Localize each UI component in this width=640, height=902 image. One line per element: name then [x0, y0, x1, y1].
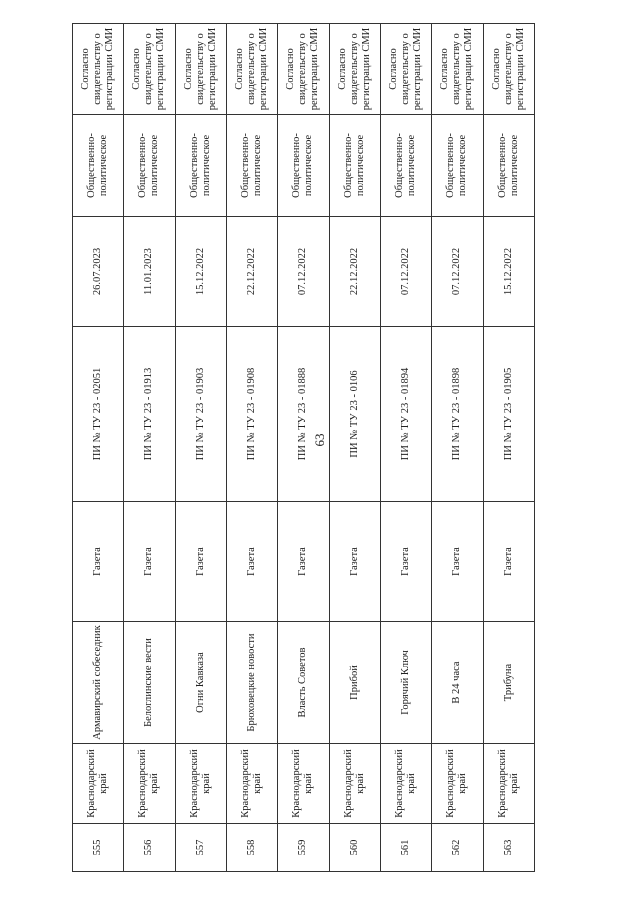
table-row [329, 24, 380, 872]
note-cell: Согласно свидетельству о регистрации СМИ [380, 24, 431, 115]
registration-date-cell: 07.12.2022 [432, 217, 483, 327]
specialization-cell: Общественно-политическое [73, 115, 124, 217]
media-title-cell: Власть Советов [278, 622, 329, 744]
media-title-cell: Армавирский собеседник [73, 622, 124, 744]
row-number: 558 [226, 824, 277, 872]
note-cell: Согласно свидетельству о регистрации СМИ [226, 24, 277, 115]
registration-number-cell: ПИ № ТУ 23 - 0106 [329, 327, 380, 502]
media-type-cell: Газета [329, 502, 380, 622]
media-title-cell: Белоглинские вести [124, 622, 175, 744]
media-title-cell: Горячий Ключ [380, 622, 431, 744]
region-cell: Краснодарский край [483, 744, 534, 824]
registration-date-cell: 22.12.2022 [226, 217, 277, 327]
region-cell: Краснодарский край [329, 744, 380, 824]
table-row [73, 24, 124, 872]
note-cell: Согласно свидетельству о регистрации СМИ [124, 24, 175, 115]
note-cell: Согласно свидетельству о регистрации СМИ [483, 24, 534, 115]
rotated-table-container [72, 24, 535, 872]
registration-number-cell: ПИ № ТУ 23 - 01888 [278, 327, 329, 502]
note-cell: Согласно свидетельству о регистрации СМИ [329, 24, 380, 115]
registration-number-cell: ПИ № ТУ 23 - 01903 [175, 327, 226, 502]
registration-date-cell: 07.12.2022 [278, 217, 329, 327]
registration-date-cell: 26.07.2023 [73, 217, 124, 327]
region-cell: Краснодарский край [380, 744, 431, 824]
table-row [124, 24, 175, 872]
specialization-cell: Общественно-политическое [329, 115, 380, 217]
specialization-cell: Общественно-политическое [432, 115, 483, 217]
row-number: 559 [278, 824, 329, 872]
table-row [432, 24, 483, 872]
note-cell: Согласно свидетельству о регистрации СМИ [278, 24, 329, 115]
media-type-cell: Газета [124, 502, 175, 622]
registration-date-cell: 11.01.2023 [124, 217, 175, 327]
registration-date-cell: 07.12.2022 [380, 217, 431, 327]
media-type-cell: Газета [380, 502, 431, 622]
row-number: 563 [483, 824, 534, 872]
table-row [380, 24, 431, 872]
registry-rows [73, 24, 535, 872]
row-number: 562 [432, 824, 483, 872]
table-row [278, 24, 329, 872]
registry-table-area [72, 24, 535, 872]
registration-number-cell: ПИ № ТУ 23 - 01894 [380, 327, 431, 502]
registration-date-cell: 15.12.2022 [483, 217, 534, 327]
media-type-cell: Газета [278, 502, 329, 622]
media-type-cell: Газета [73, 502, 124, 622]
row-number: 557 [175, 824, 226, 872]
region-cell: Краснодарский край [73, 744, 124, 824]
page-number: 63 [312, 433, 327, 447]
note-cell: Согласно свидетельству о регистрации СМИ [73, 24, 124, 115]
registration-number-cell: ПИ № ТУ 23 - 01905 [483, 327, 534, 502]
media-type-cell: Газета [226, 502, 277, 622]
media-type-cell: Газета [432, 502, 483, 622]
row-number: 560 [329, 824, 380, 872]
media-type-cell: Газета [175, 502, 226, 622]
specialization-cell: Общественно-политическое [380, 115, 431, 217]
registry-table [72, 23, 535, 872]
media-title-cell: В 24 часа [432, 622, 483, 744]
table-row [483, 24, 534, 872]
media-title-cell: Брюховецкие новости [226, 622, 277, 744]
row-number: 556 [124, 824, 175, 872]
media-type-cell: Газета [483, 502, 534, 622]
registration-number-cell: ПИ № ТУ 23 - 01913 [124, 327, 175, 502]
specialization-cell: Общественно-политическое [124, 115, 175, 217]
note-cell: Согласно свидетельству о регистрации СМИ [432, 24, 483, 115]
registration-number-cell: ПИ № ТУ 23 - 02051 [73, 327, 124, 502]
region-cell: Краснодарский край [226, 744, 277, 824]
region-cell: Краснодарский край [124, 744, 175, 824]
note-cell: Согласно свидетельству о регистрации СМИ [175, 24, 226, 115]
specialization-cell: Общественно-политическое [226, 115, 277, 217]
row-number: 561 [380, 824, 431, 872]
region-cell: Краснодарский край [175, 744, 226, 824]
registration-date-cell: 22.12.2022 [329, 217, 380, 327]
media-title-cell: Прибой [329, 622, 380, 744]
region-cell: Краснодарский край [278, 744, 329, 824]
table-row [226, 24, 277, 872]
table-row [175, 24, 226, 872]
registration-date-cell: 15.12.2022 [175, 217, 226, 327]
media-title-cell: Трибуна [483, 622, 534, 744]
specialization-cell: Общественно-политическое [175, 115, 226, 217]
registration-number-cell: ПИ № ТУ 23 - 01898 [432, 327, 483, 502]
media-title-cell: Огни Кавказа [175, 622, 226, 744]
specialization-cell: Общественно-политическое [278, 115, 329, 217]
registration-number-cell: ПИ № ТУ 23 - 01908 [226, 327, 277, 502]
region-cell: Краснодарский край [432, 744, 483, 824]
row-number: 555 [73, 824, 124, 872]
specialization-cell: Общественно-политическое [483, 115, 534, 217]
